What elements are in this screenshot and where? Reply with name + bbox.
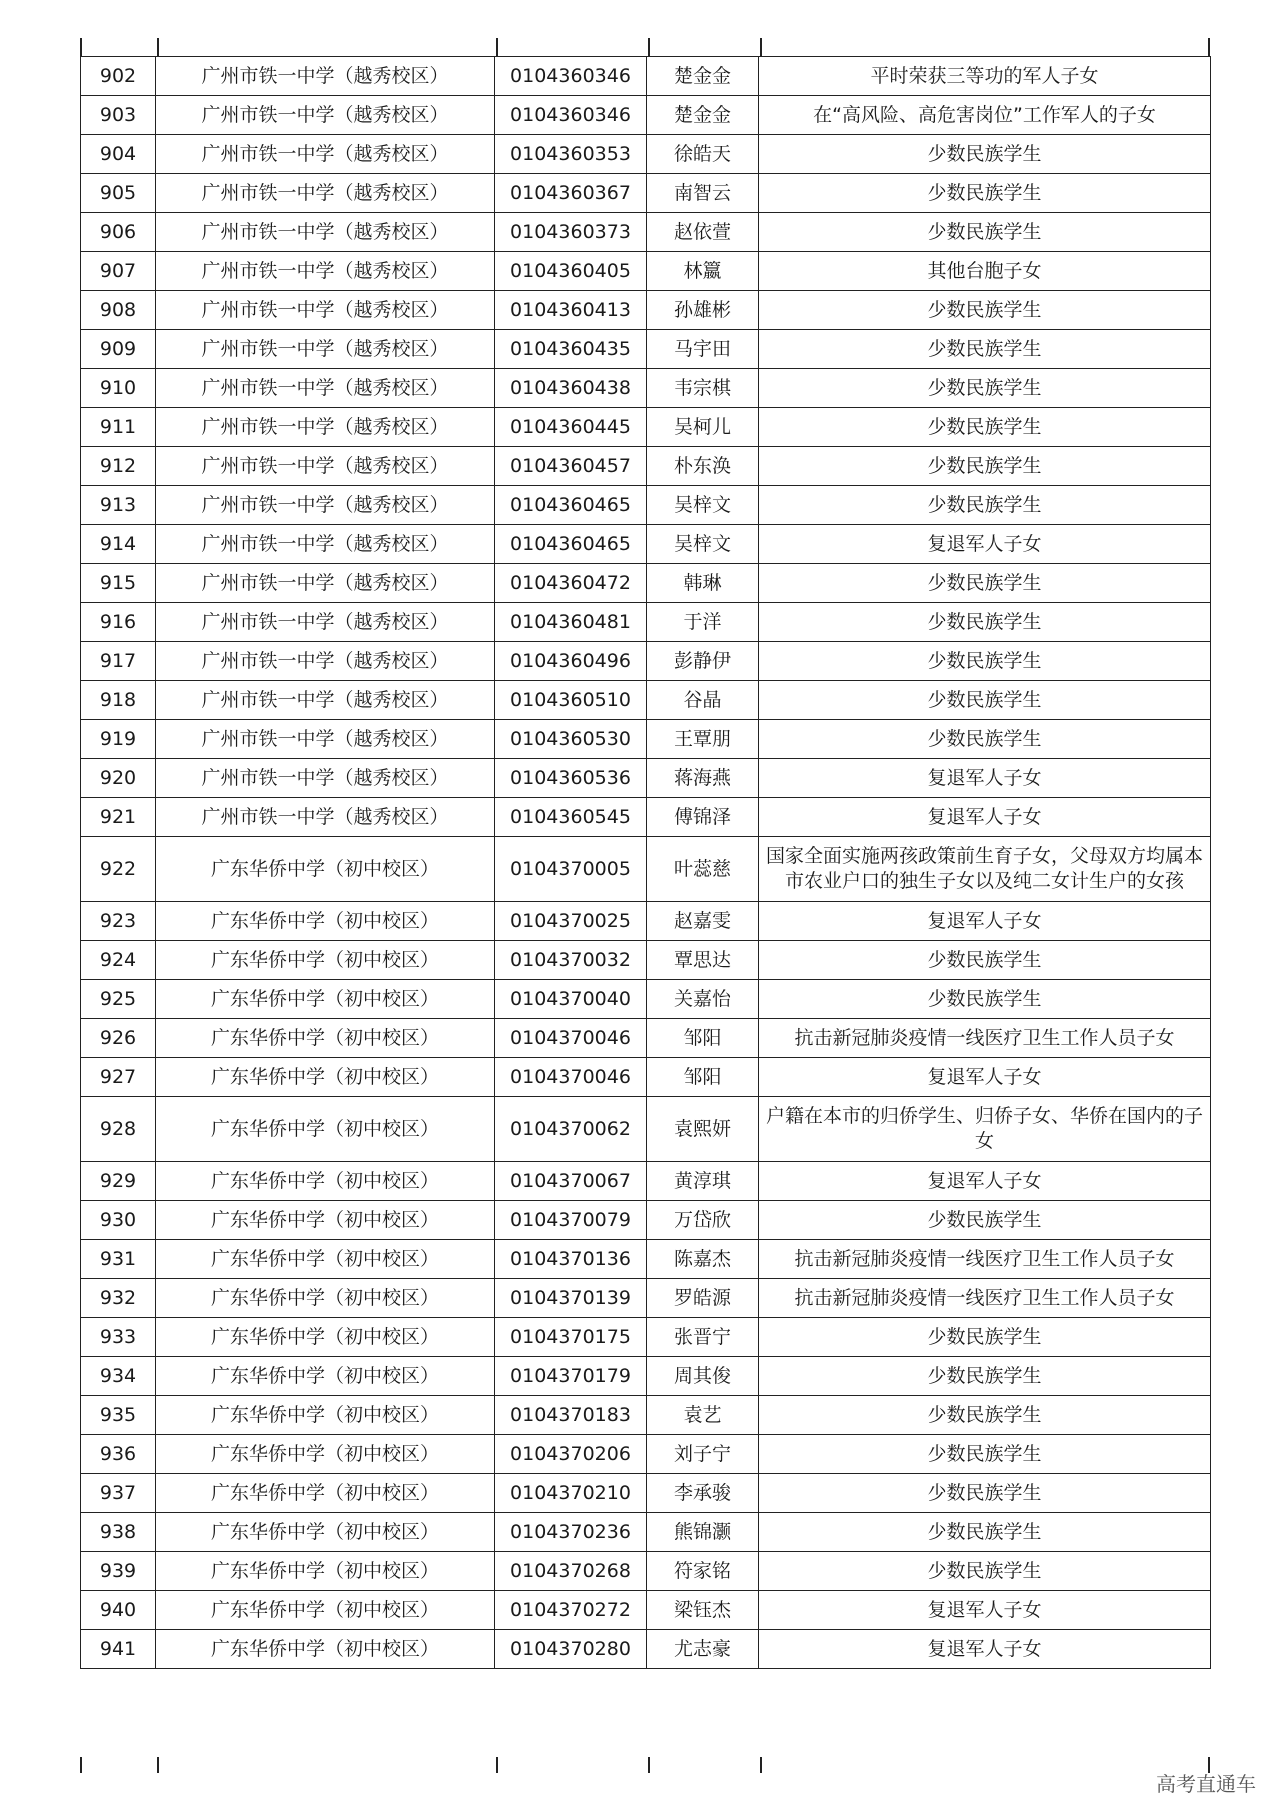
table-body bbox=[81, 57, 1211, 1669]
student-id-cell: 0104370032 bbox=[495, 941, 647, 980]
school-cell: 广州市铁一中学（越秀校区） bbox=[156, 291, 495, 330]
student-name-cell: 南智云 bbox=[647, 174, 759, 213]
student-name-cell: 叶蕊慈 bbox=[647, 837, 759, 902]
student-name-cell: 蒋海燕 bbox=[647, 759, 759, 798]
category-cell: 少数民族学生 bbox=[759, 1357, 1211, 1396]
student-name-cell: 林籝 bbox=[647, 252, 759, 291]
student-name-cell: 孙雄彬 bbox=[647, 291, 759, 330]
student-name-cell: 谷晶 bbox=[647, 681, 759, 720]
category-cell: 少数民族学生 bbox=[759, 213, 1211, 252]
admission-list-table bbox=[80, 56, 1211, 1669]
student-id-cell: 0104360545 bbox=[495, 798, 647, 837]
table-row bbox=[81, 291, 1211, 330]
table-row bbox=[81, 902, 1211, 941]
student-name-cell: 彭静伊 bbox=[647, 642, 759, 681]
school-cell: 广州市铁一中学（越秀校区） bbox=[156, 525, 495, 564]
school-cell: 广东华侨中学（初中校区） bbox=[156, 1630, 495, 1669]
category-cell: 少数民族学生 bbox=[759, 564, 1211, 603]
table-row bbox=[81, 486, 1211, 525]
student-name-cell: 王覃朋 bbox=[647, 720, 759, 759]
student-name-cell: 覃思达 bbox=[647, 941, 759, 980]
table-row bbox=[81, 759, 1211, 798]
row-number-cell: 935 bbox=[81, 1396, 156, 1435]
school-cell: 广东华侨中学（初中校区） bbox=[156, 1552, 495, 1591]
category-cell: 少数民族学生 bbox=[759, 941, 1211, 980]
row-number-cell: 913 bbox=[81, 486, 156, 525]
student-id-cell: 0104360373 bbox=[495, 213, 647, 252]
student-name-cell: 傅锦泽 bbox=[647, 798, 759, 837]
category-cell: 少数民族学生 bbox=[759, 681, 1211, 720]
table-row bbox=[81, 525, 1211, 564]
category-cell: 复退军人子女 bbox=[759, 1058, 1211, 1097]
school-cell: 广东华侨中学（初中校区） bbox=[156, 1097, 495, 1162]
school-cell: 广州市铁一中学（越秀校区） bbox=[156, 642, 495, 681]
student-id-cell: 0104370268 bbox=[495, 1552, 647, 1591]
row-number-cell: 920 bbox=[81, 759, 156, 798]
school-cell: 广州市铁一中学（越秀校区） bbox=[156, 252, 495, 291]
table-row bbox=[81, 1058, 1211, 1097]
student-id-cell: 0104360405 bbox=[495, 252, 647, 291]
table-row bbox=[81, 57, 1211, 96]
category-cell: 抗击新冠肺炎疫情一线医疗卫生工作人员子女 bbox=[759, 1279, 1211, 1318]
row-number-cell: 936 bbox=[81, 1435, 156, 1474]
student-id-cell: 0104370062 bbox=[495, 1097, 647, 1162]
row-number-cell: 925 bbox=[81, 980, 156, 1019]
row-number-cell: 927 bbox=[81, 1058, 156, 1097]
student-name-cell: 关嘉怡 bbox=[647, 980, 759, 1019]
row-number-cell: 904 bbox=[81, 135, 156, 174]
table-row bbox=[81, 369, 1211, 408]
category-cell: 复退军人子女 bbox=[759, 1630, 1211, 1669]
table-row bbox=[81, 1357, 1211, 1396]
category-cell: 户籍在本市的归侨学生、归侨子女、华侨在国内的子女 bbox=[759, 1097, 1211, 1162]
school-cell: 广州市铁一中学（越秀校区） bbox=[156, 174, 495, 213]
student-id-cell: 0104360465 bbox=[495, 525, 647, 564]
table-row bbox=[81, 603, 1211, 642]
row-number-cell: 905 bbox=[81, 174, 156, 213]
student-id-cell: 0104360435 bbox=[495, 330, 647, 369]
row-number-cell: 922 bbox=[81, 837, 156, 902]
row-number-cell: 930 bbox=[81, 1201, 156, 1240]
category-cell: 少数民族学生 bbox=[759, 1318, 1211, 1357]
category-cell: 少数民族学生 bbox=[759, 330, 1211, 369]
student-name-cell: 赵嘉雯 bbox=[647, 902, 759, 941]
school-cell: 广州市铁一中学（越秀校区） bbox=[156, 330, 495, 369]
row-number-cell: 929 bbox=[81, 1162, 156, 1201]
table-row bbox=[81, 447, 1211, 486]
table-row bbox=[81, 941, 1211, 980]
school-cell: 广东华侨中学（初中校区） bbox=[156, 1435, 495, 1474]
school-cell: 广东华侨中学（初中校区） bbox=[156, 1591, 495, 1630]
student-name-cell: 邹阳 bbox=[647, 1058, 759, 1097]
student-id-cell: 0104360438 bbox=[495, 369, 647, 408]
table-row bbox=[81, 252, 1211, 291]
school-cell: 广州市铁一中学（越秀校区） bbox=[156, 564, 495, 603]
student-name-cell: 尤志豪 bbox=[647, 1630, 759, 1669]
student-id-cell: 0104370183 bbox=[495, 1396, 647, 1435]
student-id-cell: 0104360496 bbox=[495, 642, 647, 681]
student-id-cell: 0104370272 bbox=[495, 1591, 647, 1630]
student-id-cell: 0104360367 bbox=[495, 174, 647, 213]
category-cell: 少数民族学生 bbox=[759, 642, 1211, 681]
table-row bbox=[81, 1513, 1211, 1552]
student-name-cell: 梁钰杰 bbox=[647, 1591, 759, 1630]
school-cell: 广州市铁一中学（越秀校区） bbox=[156, 96, 495, 135]
school-cell: 广州市铁一中学（越秀校区） bbox=[156, 720, 495, 759]
category-cell: 少数民族学生 bbox=[759, 1474, 1211, 1513]
row-number-cell: 924 bbox=[81, 941, 156, 980]
student-name-cell: 罗皓源 bbox=[647, 1279, 759, 1318]
school-cell: 广东华侨中学（初中校区） bbox=[156, 1201, 495, 1240]
student-name-cell: 吴梓文 bbox=[647, 486, 759, 525]
student-id-cell: 0104370025 bbox=[495, 902, 647, 941]
student-id-cell: 0104370079 bbox=[495, 1201, 647, 1240]
row-number-cell: 928 bbox=[81, 1097, 156, 1162]
school-cell: 广东华侨中学（初中校区） bbox=[156, 1162, 495, 1201]
school-cell: 广东华侨中学（初中校区） bbox=[156, 1513, 495, 1552]
student-id-cell: 0104370175 bbox=[495, 1318, 647, 1357]
table-row bbox=[81, 1201, 1211, 1240]
student-id-cell: 0104360346 bbox=[495, 96, 647, 135]
row-number-cell: 933 bbox=[81, 1318, 156, 1357]
table-row bbox=[81, 408, 1211, 447]
school-cell: 广东华侨中学（初中校区） bbox=[156, 980, 495, 1019]
school-cell: 广州市铁一中学（越秀校区） bbox=[156, 369, 495, 408]
category-cell: 少数民族学生 bbox=[759, 1201, 1211, 1240]
category-cell: 少数民族学生 bbox=[759, 135, 1211, 174]
student-name-cell: 韩琳 bbox=[647, 564, 759, 603]
category-cell: 少数民族学生 bbox=[759, 1435, 1211, 1474]
student-name-cell: 万岱欣 bbox=[647, 1201, 759, 1240]
student-name-cell: 符家铭 bbox=[647, 1552, 759, 1591]
category-cell: 少数民族学生 bbox=[759, 720, 1211, 759]
table-row bbox=[81, 1630, 1211, 1669]
category-cell: 少数民族学生 bbox=[759, 603, 1211, 642]
school-cell: 广州市铁一中学（越秀校区） bbox=[156, 57, 495, 96]
school-cell: 广州市铁一中学（越秀校区） bbox=[156, 135, 495, 174]
row-number-cell: 931 bbox=[81, 1240, 156, 1279]
student-id-cell: 0104370067 bbox=[495, 1162, 647, 1201]
table-row bbox=[81, 1097, 1211, 1162]
watermark-text: 高考直通车 bbox=[1156, 1772, 1256, 1796]
student-name-cell: 陈嘉杰 bbox=[647, 1240, 759, 1279]
table-row bbox=[81, 1318, 1211, 1357]
school-cell: 广东华侨中学（初中校区） bbox=[156, 1019, 495, 1058]
table-row bbox=[81, 174, 1211, 213]
student-name-cell: 黄淳琪 bbox=[647, 1162, 759, 1201]
student-id-cell: 0104360510 bbox=[495, 681, 647, 720]
row-number-cell: 908 bbox=[81, 291, 156, 330]
school-cell: 广东华侨中学（初中校区） bbox=[156, 1279, 495, 1318]
student-id-cell: 0104370136 bbox=[495, 1240, 647, 1279]
student-id-cell: 0104360346 bbox=[495, 57, 647, 96]
student-id-cell: 0104370139 bbox=[495, 1279, 647, 1318]
school-cell: 广州市铁一中学（越秀校区） bbox=[156, 759, 495, 798]
student-id-cell: 0104370040 bbox=[495, 980, 647, 1019]
row-number-cell: 916 bbox=[81, 603, 156, 642]
student-id-cell: 0104360472 bbox=[495, 564, 647, 603]
student-name-cell: 吴梓文 bbox=[647, 525, 759, 564]
school-cell: 广州市铁一中学（越秀校区） bbox=[156, 603, 495, 642]
row-number-cell: 915 bbox=[81, 564, 156, 603]
table-row bbox=[81, 1552, 1211, 1591]
student-id-cell: 0104360413 bbox=[495, 291, 647, 330]
student-name-cell: 张晋宁 bbox=[647, 1318, 759, 1357]
row-number-cell: 906 bbox=[81, 213, 156, 252]
school-cell: 广东华侨中学（初中校区） bbox=[156, 1318, 495, 1357]
school-cell: 广东华侨中学（初中校区） bbox=[156, 1396, 495, 1435]
school-cell: 广州市铁一中学（越秀校区） bbox=[156, 213, 495, 252]
row-number-cell: 940 bbox=[81, 1591, 156, 1630]
category-cell: 抗击新冠肺炎疫情一线医疗卫生工作人员子女 bbox=[759, 1240, 1211, 1279]
student-id-cell: 0104360536 bbox=[495, 759, 647, 798]
row-number-cell: 912 bbox=[81, 447, 156, 486]
student-id-cell: 0104370005 bbox=[495, 837, 647, 902]
student-id-cell: 0104360445 bbox=[495, 408, 647, 447]
category-cell: 少数民族学生 bbox=[759, 291, 1211, 330]
category-cell: 少数民族学生 bbox=[759, 1513, 1211, 1552]
category-cell: 少数民族学生 bbox=[759, 408, 1211, 447]
row-number-cell: 938 bbox=[81, 1513, 156, 1552]
row-number-cell: 937 bbox=[81, 1474, 156, 1513]
row-number-cell: 909 bbox=[81, 330, 156, 369]
student-name-cell: 吴柯儿 bbox=[647, 408, 759, 447]
student-name-cell: 韦宗棋 bbox=[647, 369, 759, 408]
table-row bbox=[81, 330, 1211, 369]
category-cell: 复退军人子女 bbox=[759, 1162, 1211, 1201]
school-cell: 广东华侨中学（初中校区） bbox=[156, 1058, 495, 1097]
category-cell: 复退军人子女 bbox=[759, 798, 1211, 837]
row-number-cell: 917 bbox=[81, 642, 156, 681]
row-number-cell: 914 bbox=[81, 525, 156, 564]
student-id-cell: 0104360353 bbox=[495, 135, 647, 174]
table-row bbox=[81, 1019, 1211, 1058]
school-cell: 广州市铁一中学（越秀校区） bbox=[156, 798, 495, 837]
student-name-cell: 马宇田 bbox=[647, 330, 759, 369]
category-cell: 少数民族学生 bbox=[759, 369, 1211, 408]
category-cell: 少数民族学生 bbox=[759, 486, 1211, 525]
table-row bbox=[81, 980, 1211, 1019]
table-row bbox=[81, 213, 1211, 252]
student-id-cell: 0104360481 bbox=[495, 603, 647, 642]
category-cell: 复退军人子女 bbox=[759, 525, 1211, 564]
row-number-cell: 923 bbox=[81, 902, 156, 941]
category-cell: 复退军人子女 bbox=[759, 759, 1211, 798]
student-id-cell: 0104360457 bbox=[495, 447, 647, 486]
row-number-cell: 918 bbox=[81, 681, 156, 720]
category-cell: 少数民族学生 bbox=[759, 447, 1211, 486]
category-cell: 少数民族学生 bbox=[759, 174, 1211, 213]
school-cell: 广东华侨中学（初中校区） bbox=[156, 902, 495, 941]
table-row bbox=[81, 1435, 1211, 1474]
school-cell: 广东华侨中学（初中校区） bbox=[156, 1357, 495, 1396]
category-cell: 少数民族学生 bbox=[759, 1396, 1211, 1435]
category-cell: 抗击新冠肺炎疫情一线医疗卫生工作人员子女 bbox=[759, 1019, 1211, 1058]
student-name-cell: 朴东涣 bbox=[647, 447, 759, 486]
row-number-cell: 911 bbox=[81, 408, 156, 447]
student-name-cell: 周其俊 bbox=[647, 1357, 759, 1396]
student-name-cell: 熊锦灏 bbox=[647, 1513, 759, 1552]
table-row bbox=[81, 642, 1211, 681]
student-name-cell: 邹阳 bbox=[647, 1019, 759, 1058]
table-bottom-continuation bbox=[80, 1757, 1210, 1773]
student-id-cell: 0104370210 bbox=[495, 1474, 647, 1513]
student-name-cell: 徐皓天 bbox=[647, 135, 759, 174]
table-row bbox=[81, 837, 1211, 902]
row-number-cell: 910 bbox=[81, 369, 156, 408]
category-cell: 复退军人子女 bbox=[759, 1591, 1211, 1630]
row-number-cell: 934 bbox=[81, 1357, 156, 1396]
table-row bbox=[81, 96, 1211, 135]
row-number-cell: 902 bbox=[81, 57, 156, 96]
category-cell: 其他台胞子女 bbox=[759, 252, 1211, 291]
student-id-cell: 0104370046 bbox=[495, 1019, 647, 1058]
table-row bbox=[81, 1279, 1211, 1318]
school-cell: 广东华侨中学（初中校区） bbox=[156, 941, 495, 980]
table-row bbox=[81, 1591, 1211, 1630]
table-row bbox=[81, 798, 1211, 837]
table-row bbox=[81, 1162, 1211, 1201]
row-number-cell: 921 bbox=[81, 798, 156, 837]
student-name-cell: 袁熙妍 bbox=[647, 1097, 759, 1162]
student-name-cell: 李承骏 bbox=[647, 1474, 759, 1513]
category-cell: 复退军人子女 bbox=[759, 902, 1211, 941]
table-row bbox=[81, 720, 1211, 759]
student-id-cell: 0104360465 bbox=[495, 486, 647, 525]
table-row bbox=[81, 1240, 1211, 1279]
table-row bbox=[81, 681, 1211, 720]
row-number-cell: 903 bbox=[81, 96, 156, 135]
student-id-cell: 0104370280 bbox=[495, 1630, 647, 1669]
student-name-cell: 袁艺 bbox=[647, 1396, 759, 1435]
school-cell: 广州市铁一中学（越秀校区） bbox=[156, 681, 495, 720]
table-top-continuation bbox=[80, 38, 1210, 56]
student-name-cell: 楚金金 bbox=[647, 96, 759, 135]
category-cell: 少数民族学生 bbox=[759, 1552, 1211, 1591]
category-cell: 国家全面实施两孩政策前生育子女，父母双方均属本市农业户口的独生子女以及纯二女计生户的女孩 bbox=[759, 837, 1211, 902]
row-number-cell: 907 bbox=[81, 252, 156, 291]
table-row bbox=[81, 135, 1211, 174]
student-name-cell: 刘子宁 bbox=[647, 1435, 759, 1474]
school-cell: 广东华侨中学（初中校区） bbox=[156, 837, 495, 902]
category-cell: 少数民族学生 bbox=[759, 980, 1211, 1019]
student-id-cell: 0104370046 bbox=[495, 1058, 647, 1097]
student-id-cell: 0104370179 bbox=[495, 1357, 647, 1396]
row-number-cell: 926 bbox=[81, 1019, 156, 1058]
student-name-cell: 楚金金 bbox=[647, 57, 759, 96]
school-cell: 广东华侨中学（初中校区） bbox=[156, 1240, 495, 1279]
student-name-cell: 于洋 bbox=[647, 603, 759, 642]
category-cell: 平时荣获三等功的军人子女 bbox=[759, 57, 1211, 96]
table-row bbox=[81, 564, 1211, 603]
student-id-cell: 0104370206 bbox=[495, 1435, 647, 1474]
student-id-cell: 0104370236 bbox=[495, 1513, 647, 1552]
school-cell: 广州市铁一中学（越秀校区） bbox=[156, 408, 495, 447]
school-cell: 广州市铁一中学（越秀校区） bbox=[156, 447, 495, 486]
school-cell: 广州市铁一中学（越秀校区） bbox=[156, 486, 495, 525]
row-number-cell: 939 bbox=[81, 1552, 156, 1591]
student-id-cell: 0104360530 bbox=[495, 720, 647, 759]
student-name-cell: 赵依萱 bbox=[647, 213, 759, 252]
table-row bbox=[81, 1396, 1211, 1435]
row-number-cell: 919 bbox=[81, 720, 156, 759]
row-number-cell: 932 bbox=[81, 1279, 156, 1318]
school-cell: 广东华侨中学（初中校区） bbox=[156, 1474, 495, 1513]
category-cell: 在“高风险、高危害岗位”工作军人的子女 bbox=[759, 96, 1211, 135]
table-row bbox=[81, 1474, 1211, 1513]
row-number-cell: 941 bbox=[81, 1630, 156, 1669]
